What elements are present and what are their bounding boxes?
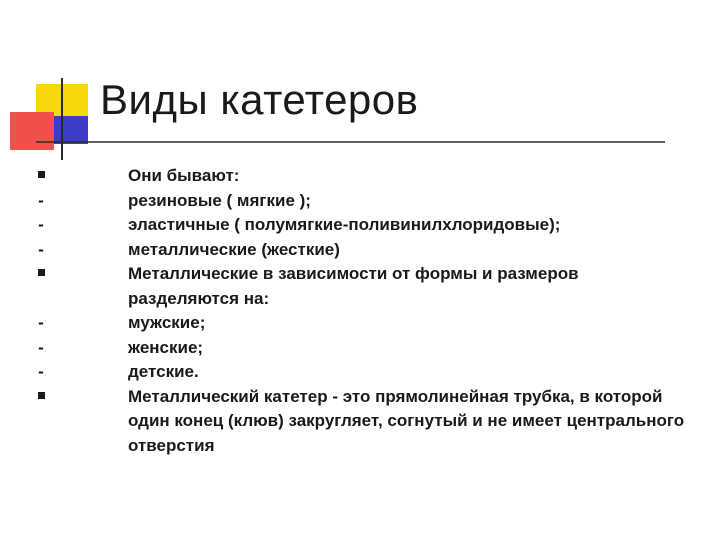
list-item-text: эластичные ( полумягкие-поливинилхлоридовые); bbox=[128, 215, 561, 234]
blue-square bbox=[54, 116, 88, 144]
dash-bullet: - bbox=[38, 313, 44, 332]
list-item-text: металлические (жесткие) bbox=[128, 239, 340, 259]
list-item bbox=[0, 164, 720, 189]
dash-bullet: - bbox=[38, 239, 44, 259]
list-item-text: резиновые ( мягкие ); bbox=[128, 190, 311, 210]
list-item bbox=[0, 336, 720, 361]
dash-bullet: - bbox=[38, 190, 44, 210]
list-item-text: Они бывают: bbox=[128, 166, 240, 185]
list-item bbox=[0, 238, 720, 263]
square-bullet-icon bbox=[34, 164, 48, 189]
red-square bbox=[10, 112, 54, 150]
square-bullet-icon bbox=[34, 385, 48, 410]
list-item-text: детские. bbox=[128, 362, 199, 381]
list-item bbox=[0, 213, 720, 238]
slide-title: Виды катетеров bbox=[100, 76, 419, 123]
list-item bbox=[0, 311, 720, 336]
dash-bullet: - bbox=[38, 362, 44, 381]
list-item bbox=[0, 262, 720, 311]
dash-bullet: - bbox=[38, 215, 44, 234]
list-item bbox=[0, 360, 720, 385]
bullet-list bbox=[0, 164, 720, 458]
list-item bbox=[0, 189, 720, 214]
list-item-text: Металлический катетер - это прямолинейная трубка, в которой один конец (клюв) закругляет, согнутый и не имеет центрального отверстия bbox=[128, 386, 685, 455]
list-item bbox=[0, 385, 720, 459]
list-item-text: мужские; bbox=[128, 313, 206, 332]
dash-bullet: - bbox=[38, 337, 44, 357]
list-item-text: женские; bbox=[128, 337, 204, 357]
list-item-text: Металлические в зависимости от формы и размеров разделяются на: bbox=[128, 264, 579, 308]
square-bullet-icon bbox=[34, 262, 48, 287]
